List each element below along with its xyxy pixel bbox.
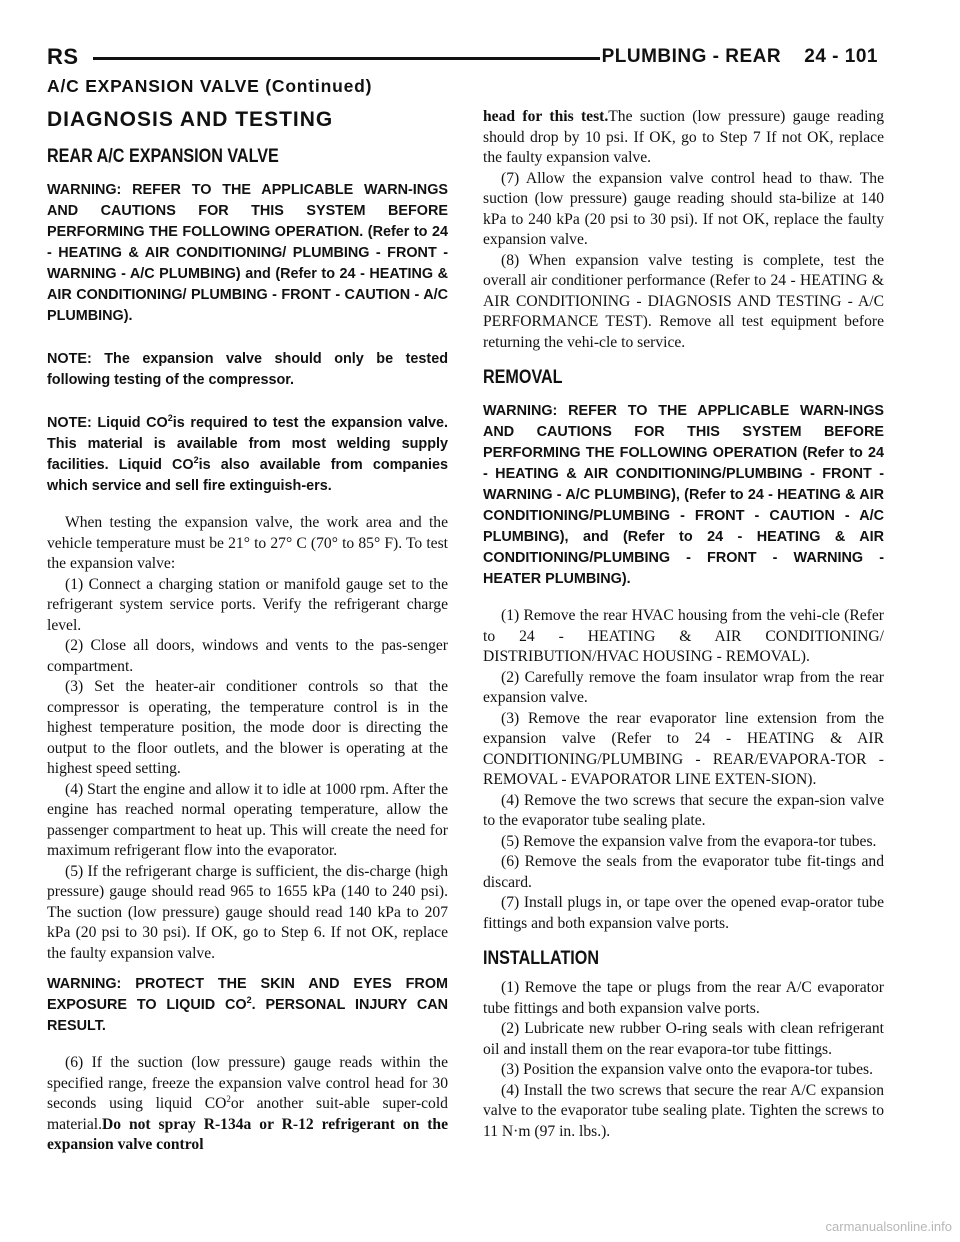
- spacer: [483, 934, 884, 948]
- removal-step-6: (6) Remove the seals from the evaporator tube fit-tings and discard.: [483, 853, 884, 891]
- warning-block: WARNING: REFER TO THE APPLICABLE WARN-INGS AND CAUTIONS FOR THIS SYSTEM BEFORE PERFORMING THE FOLLOWING OPERATION. (Refer to 24 - HEATING & AIR CONDITIONING/ PLUMBING - FRONT - WARNING - A/C PLUMBING) and (Refer to 24 - HEATING & AIR CONDITIONING/ PLUMBING - FRONT - CAUTION - A/C PLUMBING).: [47, 182, 448, 324]
- note-block: NOTE: The expansion valve should only be tested following testing of the compressor.: [47, 351, 448, 388]
- removal-step-1: (1) Remove the rear HVAC housing from the vehi-cle (Refer to 24 - HEATING & AIR CONDITIONING/ DISTRIBUTION/HVAC HOUSING - REMOVAL).: [483, 607, 884, 665]
- removal-step-2: (2) Carefully remove the foam insulator wrap from the rear expansion valve.: [483, 668, 884, 706]
- test-step-6: [47, 1053, 448, 1156]
- expansion-valve-heading: REAR A/C EXPANSION VALVE: [47, 146, 279, 167]
- note-co2-block: [47, 413, 448, 497]
- test-intro: When testing the expansion valve, the work area and the vehicle temperature must be 21° to 27° C (70° to 85° F). To test the expansion valve:: [47, 514, 448, 572]
- removal-step-3: (3) Remove the rear evaporator line extension from the expansion valve (Refer to 24 - HEATING & AIR CONDITIONING/PLUMBING - REAR/EVAPORA-TOR - REMOVAL - EVAPORATOR LINE EXTEN-SION).: [483, 709, 884, 788]
- test-step-6-bold: Do not spray R-134a or R-12 refrigerant on the expansion valve control: [47, 1115, 448, 1153]
- installation-step-1: (1) Remove the tape or plugs from the rear A/C evaporator tube fittings and both expansion valve ports.: [483, 979, 884, 1017]
- test-step-4: (4) Start the engine and allow it to idle at 1000 rpm. After the engine has reached normal operating temperature, allow the passenger compartment to heat up. This will create the need for maximum refrigerant flow into the evaporator.: [47, 780, 448, 859]
- note-co2-text-a: NOTE: Liquid CO: [47, 415, 168, 431]
- warning-co2-text-a: WARNING: PROTECT THE SKIN AND EYES FROM EXPOSURE TO LIQUID CO: [47, 976, 448, 1013]
- warning-co2-block: [47, 974, 448, 1037]
- test-step-3: (3) Set the heater-air conditioner controls so that the compressor is operating, the temperature control is in the highest temperature position, the mode door is directing the output to the floor outlets, and the blower is operating at the highest speed setting.: [47, 678, 448, 777]
- continued-title: A/C EXPANSION VALVE (Continued): [47, 76, 373, 96]
- header-title-text: PLUMBING - REAR: [601, 46, 782, 67]
- removal-step-5: (5) Remove the expansion valve from the evapora-tor tubes.: [501, 832, 877, 850]
- diagnosis-heading: DIAGNOSIS AND TESTING: [47, 108, 334, 131]
- header-rule: [93, 57, 600, 60]
- header-section: RS: [47, 44, 79, 69]
- test-step-8: (8) When expansion valve testing is complete, test the overall air conditioner performance (Refer to 24 - HEATING & AIR CONDITIONING - DIAGNOSIS AND TESTING - A/C PERFORMANCE TEST). Remove all test equipment before returning the vehi-cle to service.: [483, 251, 884, 351]
- spacer: [483, 353, 884, 367]
- page-number: 24 - 101: [804, 46, 878, 67]
- warning-co2-text-b: . PERSONAL INJURY CAN RESULT.: [47, 997, 448, 1034]
- note-co2-sup-1: 2: [167, 413, 173, 424]
- watermark: carmanualsonline.info: [825, 1219, 952, 1234]
- test-step-2: (2) Close all doors, windows and vents to the pas-senger compartment.: [47, 637, 448, 675]
- test-step-7: (7) Allow the expansion valve control head to thaw. The suction (low pressure) gauge reading should sta-bilize at 140 kPa to 240 kPa (20 psi to 30 psi). If not OK, replace the faulty expansion valve.: [483, 169, 884, 248]
- spacer: [47, 964, 448, 974]
- installation-step-2: (2) Lubricate new rubber O-ring seals with clean refrigerant oil and install them on the rear evapora-tor tube fittings.: [483, 1020, 884, 1058]
- installation-step-4: (4) Install the two screws that secure the rear A/C expansion valve to the evaporator tube sealing plate. Tighten the screws to 11 N·m (97 in. lbs.).: [483, 1081, 884, 1140]
- left-column: [47, 108, 448, 1156]
- installation-heading: INSTALLATION: [483, 948, 600, 969]
- removal-step-7: (7) Install plugs in, or tape over the opened evap-orator tube fittings and both expansion valve ports.: [483, 894, 884, 932]
- warning-co2-sup: 2: [246, 995, 252, 1006]
- test-step-6-continued-bold: head for this test.: [483, 108, 609, 125]
- note-co2-text-c: is also available from companies which service and sell fire extinguish-ers.: [47, 457, 448, 494]
- header-title: [602, 46, 878, 68]
- installation-step-3: (3) Position the expansion valve onto the evapora-tor tubes.: [501, 1061, 873, 1078]
- note-co2-sup-2: 2: [193, 455, 199, 466]
- removal-warning: WARNING: REFER TO THE APPLICABLE WARN-INGS AND CAUTIONS FOR THIS SYSTEM BEFORE PERFORMING THE FOLLOWING OPERATION (Refer to 24 - HEATING & AIR CONDITIONING/PLUMBING - FRONT - WARNING - A/C PLUMBING), (Refer to 24 - HEATING & AIR CONDITIONING/PLUMBING - FRONT - CAUTION - A/C PLUMBING), and (Refer to 24 - HEATING & AIR CONDITIONING/PLUMBING - FRONT - WARNING - HEATER PLUMBING).: [483, 403, 884, 587]
- removal-step-4: (4) Remove the two screws that secure the expan-sion valve to the evaporator tube sealing plate.: [483, 791, 884, 829]
- test-step-6-text-a: (6) If the suction (low pressure) gauge reads within the specified range, freeze the expansion valve control head for 30 seconds using liquid CO: [47, 1054, 448, 1112]
- note-co2-text-b: is required to test the expansion valve. This material is available from most welding supply facilities. Liquid CO: [47, 415, 448, 473]
- right-column: [483, 107, 884, 1142]
- test-step-1: (1) Connect a charging station or manifold gauge set to the refrigerant system service ports. Verify the refrigerant charge level.: [47, 575, 448, 634]
- test-step-6-text-b: or another suit-able super-cold material.: [47, 1095, 448, 1133]
- test-step-6-continued-text: The suction (low pressure) gauge reading should drop by 10 psi. If OK, go to Step 7 If not OK, replace the faulty expansion valve.: [483, 108, 884, 166]
- test-step-6-continued: [483, 107, 884, 169]
- test-step-6-sup: 2: [226, 1093, 231, 1104]
- removal-heading: REMOVAL: [483, 367, 563, 388]
- test-step-5: (5) If the refrigerant charge is sufficient, the dis-charge (high pressure) gauge should read 965 to 1655 kPa (140 to 240 psi). The suction (low pressure) gauge should read 140 kPa to 207 kPa (20 psi to 30 psi). If OK, go to Step 6. If not OK, replace the faulty expansion valve.: [47, 862, 448, 962]
